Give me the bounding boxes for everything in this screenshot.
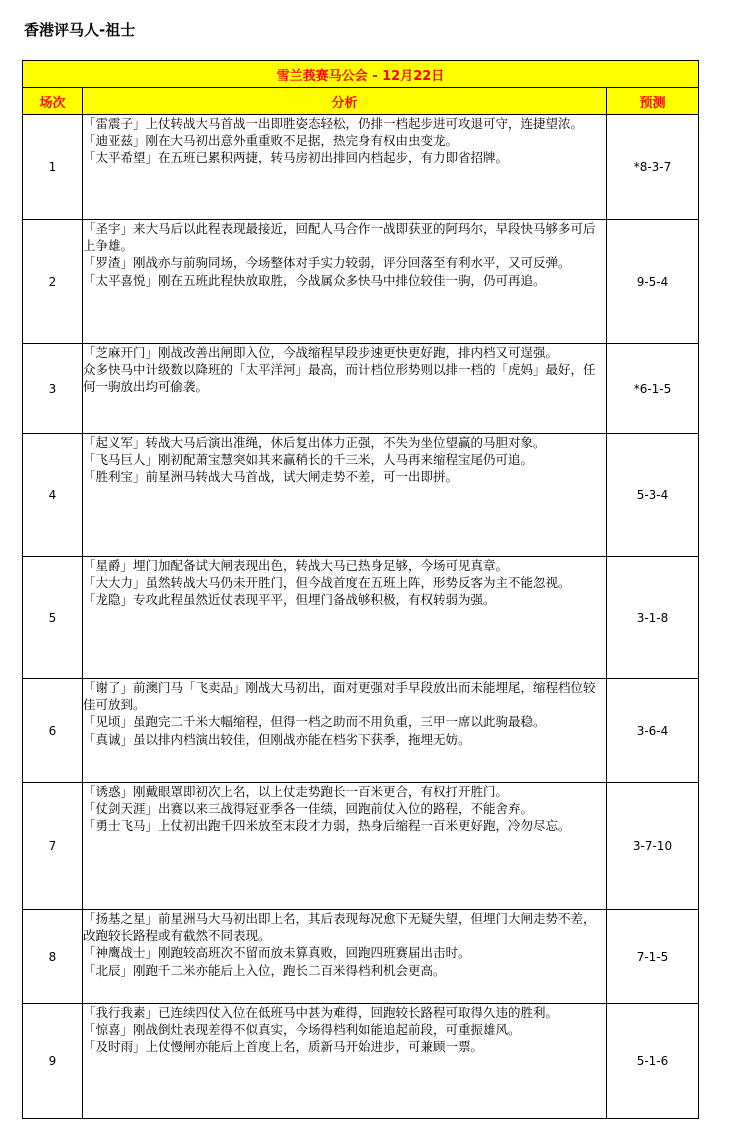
table-row <box>23 783 699 910</box>
race-prediction: 5-1-6 <box>606 1004 698 1119</box>
analysis-paragraph: 「真诚」虽以排内档演出较佳，但刚战亦能在档劣下获季，拖埋无妨。 <box>83 731 471 747</box>
analysis-paragraph: 「迪亚兹」刚在大马初出意外重重败不足据，热完身有权由虫变龙。 <box>83 133 459 149</box>
analysis-paragraph: 「神鹰战士」刚跑较高班次不留而放未算真败，回跑四班赛届出击时。 <box>83 945 471 961</box>
analysis-paragraph: 「见顷」虽跑完二千米大幅缩程，但得一档之助而不用负重，三甲一席以此驹最稳。 <box>83 714 546 730</box>
table-row <box>23 220 699 344</box>
analysis-paragraph: 「星爵」埋门加配备试大闸表现出色，转战大马已热身足够，今场可见真章。 <box>83 558 509 573</box>
race-prediction: 7-1-5 <box>606 910 698 1004</box>
race-analysis <box>83 557 607 679</box>
analysis-paragraph: 「太平喜悦」刚在五班此程快放取胜，今战属众多快马中排位较佳一驹，仍可再追。 <box>83 272 546 288</box>
race-prediction: 5-3-4 <box>606 434 698 557</box>
race-analysis <box>83 115 607 220</box>
page-title: 香港评马人-祖士 <box>24 21 136 39</box>
race-analysis <box>83 910 607 1004</box>
race-analysis <box>83 434 607 557</box>
analysis-paragraph: 「我行我素」已连续四仗入位在低班马中甚为难得，回跑较长路程可取得久违的胜利。 <box>83 1005 559 1020</box>
race-number: 9 <box>23 1004 83 1119</box>
race-number: 6 <box>23 679 83 783</box>
analysis-paragraph: 「仗剑天涯」出赛以来三战得冠亚季各一佳绩，回跑前仗入位的路程，不能舍弃。 <box>83 801 534 817</box>
table-row <box>23 679 699 783</box>
analysis-paragraph: 「诱惑」刚戴眼罩即初次上名，以上仗走势跑长一百米更合，有权打开胜门。 <box>83 784 509 799</box>
race-analysis <box>83 679 607 783</box>
analysis-paragraph: 「扬基之星」前星洲马大马初出即上名，其后表现每况愈下无疑失望，但埋门大闸走势不差，改跑较长路程或有截然不同表现。 <box>83 911 596 944</box>
analysis-paragraph: 「胜利宝」前星洲马转战大马首战，试大闸走势不差，可一出即拼。 <box>83 469 459 485</box>
analysis-paragraph: 「罗渣」刚战亦与前驹同场，今场整体对手实力较弱，评分回落至有利水平，又可反弹。 <box>83 255 571 271</box>
header-race: 场次 <box>23 88 83 115</box>
race-number: 2 <box>23 220 83 344</box>
race-analysis <box>83 783 607 910</box>
table-row <box>23 910 699 1004</box>
race-number: 7 <box>23 783 83 910</box>
race-number: 3 <box>23 344 83 434</box>
race-prediction: 3-1-8 <box>606 557 698 679</box>
table-row <box>23 434 699 557</box>
race-number: 8 <box>23 910 83 1004</box>
table-row <box>23 344 699 434</box>
analysis-paragraph: 「龙隐」专攻此程虽然近仗表现平平，但埋门备战够积极，有权转弱为强。 <box>83 592 496 608</box>
race-analysis-table <box>22 60 699 1119</box>
analysis-paragraph: 「飞马巨人」刚初配萧宝慧突如其来赢稍长的千三米，人马再来缩程宝尾仍可追。 <box>83 452 534 468</box>
race-number: 5 <box>23 557 83 679</box>
race-analysis <box>83 344 607 434</box>
analysis-paragraph: 众多快马中计级数以降班的「太平洋河」最高，而计档位形势则以排一档的「虎妈」最好，任何一驹放出均可偷袭。 <box>83 362 596 395</box>
header-analysis: 分析 <box>83 88 607 115</box>
race-prediction: 3-6-4 <box>606 679 698 783</box>
analysis-paragraph: 「太平希望」在五班已累积两捷，转马房初出排回内档起步，有力即省招牌。 <box>83 150 509 166</box>
analysis-paragraph: 「大大力」虽然转战大马仍未开胜门，但今战首度在五班上阵，形势反客为主不能忽视。 <box>83 575 571 591</box>
table-row <box>23 1004 699 1119</box>
header-prediction: 预测 <box>606 88 698 115</box>
race-prediction: *8-3-7 <box>606 115 698 220</box>
analysis-paragraph: 「芝麻开门」刚战改善出闸即入位，今战缩程早段步速更快更好跑，排内档又可逞强。 <box>83 345 559 360</box>
analysis-paragraph: 「起义军」转战大马后演出准绳，休后复出体力正强，不失为坐位望赢的马胆对象。 <box>83 435 546 450</box>
race-analysis <box>83 1004 607 1119</box>
race-analysis <box>83 220 607 344</box>
race-number: 4 <box>23 434 83 557</box>
race-number: 1 <box>23 115 83 220</box>
race-prediction: 9-5-4 <box>606 220 698 344</box>
analysis-paragraph: 「谢了」前澳门马「飞卖品」刚战大马初出，面对更强对手早段放出而未能埋尾，缩程档位较佳可放到。 <box>83 680 596 713</box>
table-title: 雪兰莪赛马公会 - 12月22日 <box>23 61 699 88</box>
table-row <box>23 557 699 679</box>
analysis-paragraph: 「及时雨」上仗慢闸亦能后上首度上名，质新马开始进步，可兼顾一票。 <box>83 1039 484 1055</box>
analysis-paragraph: 「勇士飞马」上仗初出跑千四米放至末段才力弱，热身后缩程一百米更好跑，冷勿尽忘。 <box>83 818 571 834</box>
analysis-paragraph: 「圣宇」来大马后以此程表现最接近，回配人马合作一战即获亚的阿玛尔，早段快马够多可后上争雄。 <box>83 221 596 254</box>
analysis-paragraph: 「北辰」刚跑千二米亦能后上入位，跑长二百米得档利机会更高。 <box>83 962 446 978</box>
table-row <box>23 115 699 220</box>
analysis-paragraph: 「雷震子」上仗转战大马首战一出即胜姿态轻松，仍排一档起步进可攻退可守，连捷望浓。 <box>83 116 584 131</box>
race-prediction: *6-1-5 <box>606 344 698 434</box>
race-prediction: 3-7-10 <box>606 783 698 910</box>
analysis-paragraph: 「惊喜」刚战倒灶表现差得不似真实，今场得档利如能追起前段，可重振雄风。 <box>83 1022 521 1038</box>
